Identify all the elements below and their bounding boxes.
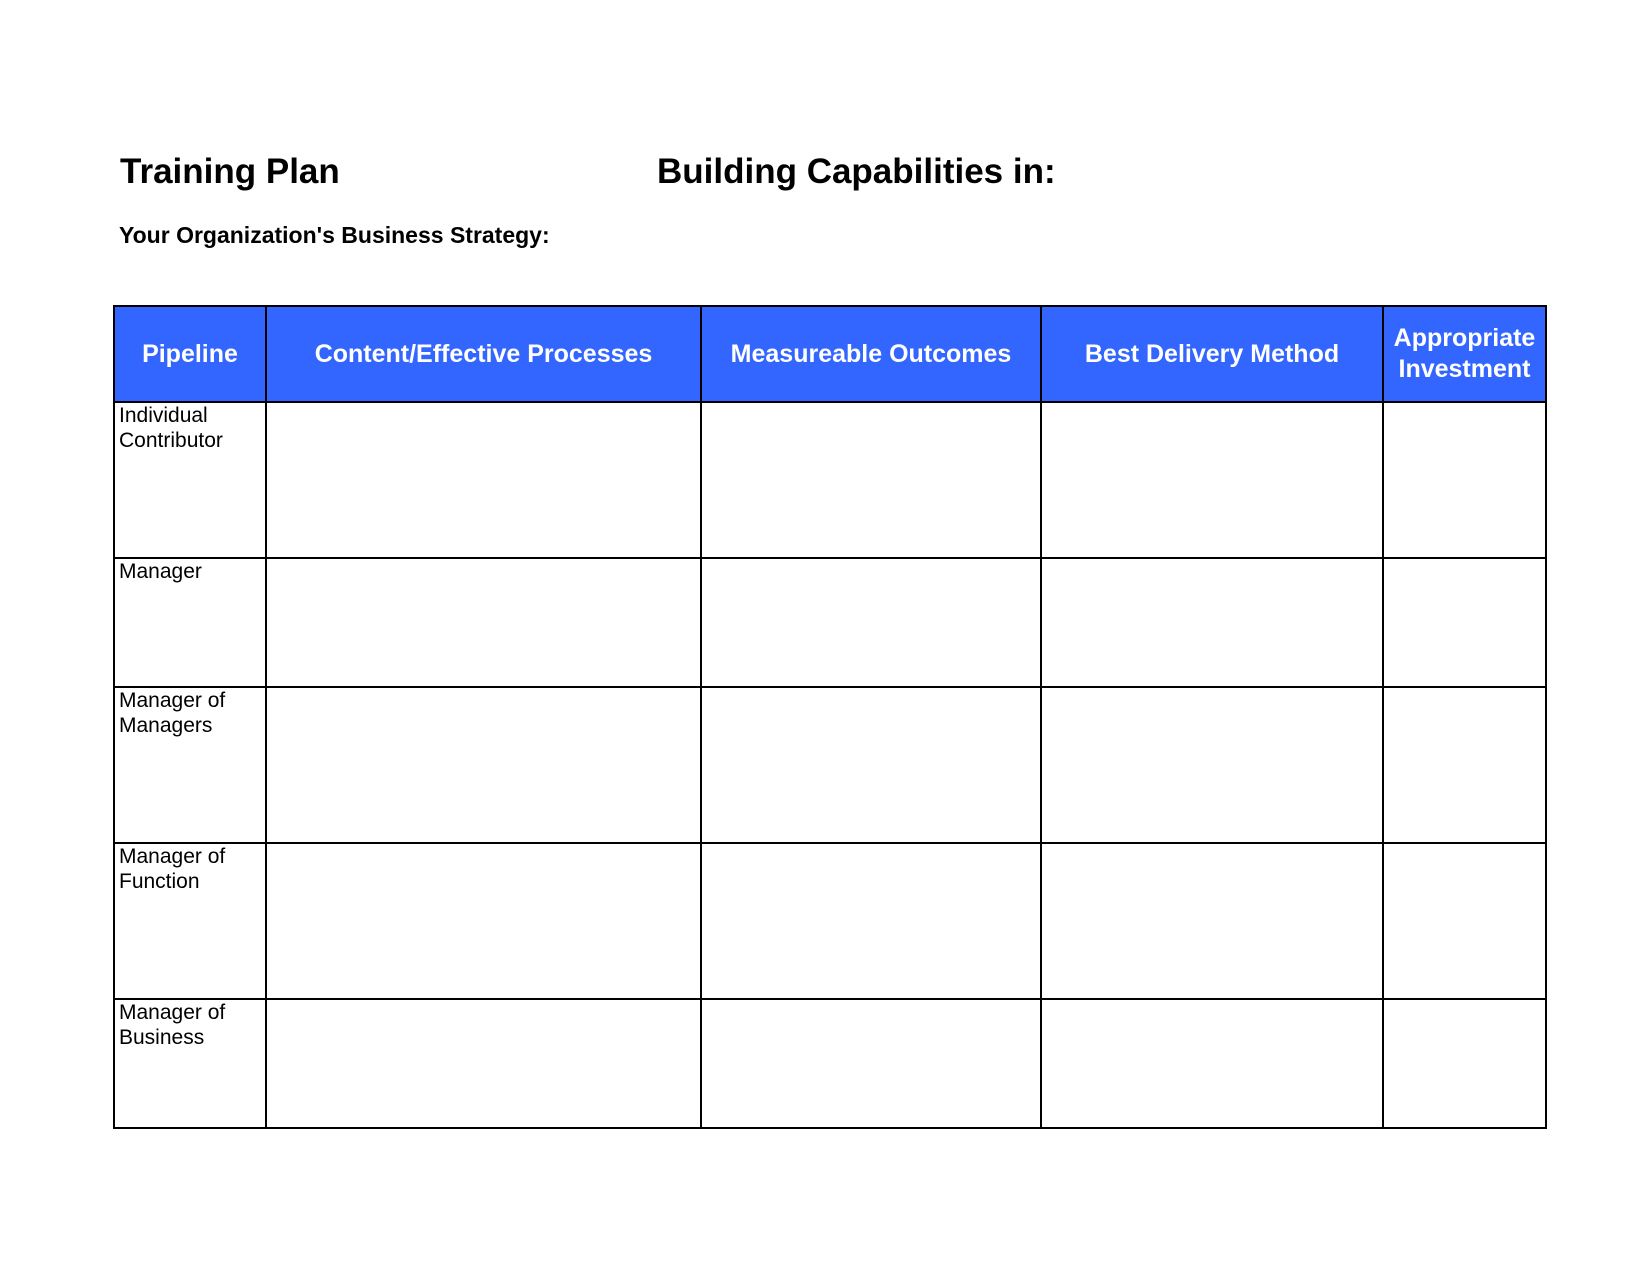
outcomes-cell[interactable] — [701, 999, 1041, 1128]
delivery-cell[interactable] — [1041, 402, 1383, 558]
delivery-cell[interactable] — [1041, 843, 1383, 999]
page-title: Training Plan — [120, 152, 340, 191]
content-cell[interactable] — [266, 558, 701, 687]
outcomes-cell[interactable] — [701, 402, 1041, 558]
pipeline-cell — [114, 558, 266, 687]
pipeline-label-line: Business — [119, 1026, 205, 1049]
table-row — [114, 999, 1546, 1128]
table-row — [114, 402, 1546, 558]
pipeline-label-line: Manager of — [119, 689, 226, 712]
column-header-content: Content/Effective Processes — [266, 306, 701, 402]
pipeline-label-line: Manager of — [119, 1001, 226, 1024]
delivery-cell[interactable] — [1041, 687, 1383, 843]
pipeline-label-line: Manager of — [119, 845, 226, 868]
column-header-outcomes: Measureable Outcomes — [701, 306, 1041, 402]
pipeline-cell — [114, 999, 266, 1128]
outcomes-cell[interactable] — [701, 843, 1041, 999]
pipeline-cell — [114, 687, 266, 843]
header-row — [114, 306, 1546, 402]
pipeline-cell — [114, 402, 266, 558]
pipeline-label-line: Individual — [119, 404, 208, 427]
outcomes-cell[interactable] — [701, 687, 1041, 843]
pipeline-cell — [114, 843, 266, 999]
pipeline-label-line: Manager — [119, 560, 202, 583]
column-header-investment: Appropriate Investment — [1383, 306, 1546, 402]
column-header-delivery: Best Delivery Method — [1041, 306, 1383, 402]
content-cell[interactable] — [266, 687, 701, 843]
delivery-cell[interactable] — [1041, 558, 1383, 687]
column-header-pipeline: Pipeline — [114, 306, 266, 402]
strategy-label: Your Organization's Business Strategy: — [119, 222, 550, 248]
content-cell[interactable] — [266, 843, 701, 999]
content-cell[interactable] — [266, 402, 701, 558]
investment-cell[interactable] — [1383, 687, 1546, 843]
table-row — [114, 558, 1546, 687]
investment-cell[interactable] — [1383, 843, 1546, 999]
table-row — [114, 843, 1546, 999]
investment-cell[interactable] — [1383, 999, 1546, 1128]
table-row — [114, 687, 1546, 843]
investment-cell[interactable] — [1383, 402, 1546, 558]
training-plan-table — [113, 305, 1547, 1129]
delivery-cell[interactable] — [1041, 999, 1383, 1128]
investment-cell[interactable] — [1383, 558, 1546, 687]
pipeline-label-line: Managers — [119, 714, 213, 737]
capabilities-heading: Building Capabilities in: — [657, 152, 1056, 191]
outcomes-cell[interactable] — [701, 558, 1041, 687]
content-cell[interactable] — [266, 999, 701, 1128]
pipeline-label-line: Contributor — [119, 429, 223, 452]
pipeline-label-line: Function — [119, 870, 200, 893]
